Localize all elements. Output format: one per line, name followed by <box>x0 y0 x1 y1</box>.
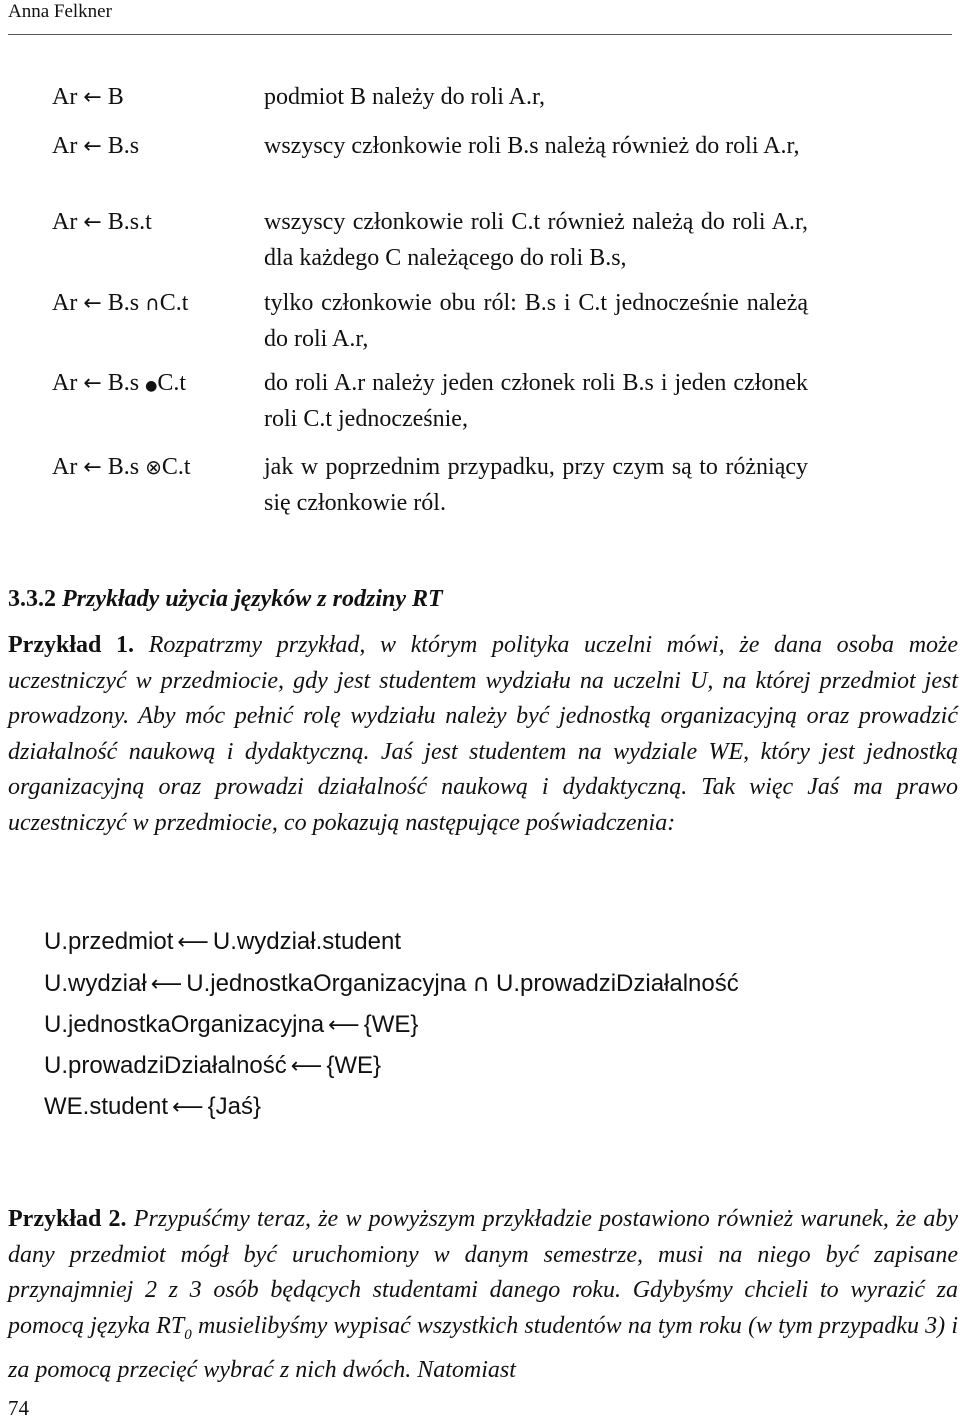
rule-expression: Ar ← B.s ∩C.t <box>52 290 189 316</box>
example-1-label: Przykład 1. <box>8 632 135 658</box>
credential-statement: WE.student ⟵ {Jaś} <box>44 1093 261 1120</box>
intersection-icon: ∩ <box>145 291 160 315</box>
example-1-paragraph <box>8 628 958 841</box>
left-arrow-icon: ← <box>83 134 102 159</box>
credential-statement: U.wydział ⟵ U.jednostkaOrganizacyjna ∩ U.prowadziDziałalność <box>44 969 739 997</box>
example-1-text: Rozpatrzmy przykład, w którym polityka uczelni mówi, że dana osoba może uczestniczyć w przedmiocie, gdy jest studentem wydziału na uczelni U, na której przedmiot jest prowadzony. Aby móc pełnić rolę wydziału należy być jednostką organizacyjną oraz prowadzić działalność naukową i dydaktyczną. Jaś jest studentem na wydziale WE, który jest jednostką organizacyjną oraz prowadzi działalność naukową i dydaktyczną. Tak więc Jaś ma prawo uczestniczyć w przedmiocie, co pokazują następujące poświadczenia: <box>8 632 959 836</box>
left-arrow-icon: ← <box>83 210 102 235</box>
left-arrow-icon: ← <box>83 371 102 396</box>
credential-statement: U.jednostkaOrganizacyjna ⟵ {WE} <box>44 1011 419 1038</box>
running-header-author: Anna Felkner <box>8 1 112 22</box>
rule-expression: Ar ← B.s.t <box>52 209 152 235</box>
example-2-paragraph <box>8 1202 958 1388</box>
header-divider <box>8 34 952 35</box>
section-number: 3.3.2 <box>8 586 56 612</box>
credential-statement: U.przedmiot ⟵ U.wydział.student <box>44 928 402 955</box>
example-2-label: Przykład 2. <box>8 1206 127 1232</box>
rule-expression: Ar ← B.s ●C.t <box>52 370 187 396</box>
rule-description: do roli A.r należy jeden członek roli B.s i jeden członek roli C.t jednocześnie, <box>264 370 808 432</box>
circled-times-icon: ⊗ <box>145 455 162 479</box>
left-arrow-icon: ← <box>83 85 102 110</box>
credentials-list <box>44 922 739 1128</box>
example-2-text: Przypuśćmy teraz, że w powyższym przykładzie postawiono również warunek, że aby dany przedmiot mógł być uruchomiony w danym semestrze, musi na niego być zapisane przynajmniej 2 z 3 osób będących studentami danego roku. Gdybyśmy chcieli to wyrazić za pomocą języka $RT_0$ musielibyśmy wypisać wszystkich studentów na tym roku (w tym przypadku 3) i za pomocą przecięć wybrać z nich dwóch. Natomiast <box>8 1206 959 1383</box>
section-heading <box>8 581 443 617</box>
rule-description: wszyscy członkowie roli B.s należą również do roli A.r, <box>264 133 800 159</box>
rule-expression: Ar ← B.s ⊗C.t <box>52 454 191 480</box>
rule-description: wszyscy członkowie roli C.t również należą do roli A.r, dla każdego C należącego do roli B.s, <box>264 209 808 271</box>
left-arrow-icon: ← <box>83 291 102 316</box>
rule-description: jak w poprzednim przypadku, przy czym są to różniący się członkowie ról. <box>264 454 808 516</box>
long-left-arrow-icon: ⟵ <box>150 972 183 997</box>
subscript-zero: 0 <box>184 1326 192 1343</box>
long-left-arrow-icon: ⟵ <box>172 1095 204 1120</box>
section-title: Przykłady użycia języków z rodziny RT <box>62 586 443 612</box>
long-left-arrow-icon: ⟵ <box>177 930 209 955</box>
rule-description: tylko członkowie obu ról: B.s i C.t jednocześnie należą do roli A.r, <box>264 290 808 352</box>
rule-expression: Ar ← B.s <box>52 133 140 159</box>
page-number: 74 <box>8 1396 29 1420</box>
long-left-arrow-icon: ⟵ <box>328 1013 360 1038</box>
long-left-arrow-icon: ⟵ <box>290 1054 323 1079</box>
linking-dot-icon: ● <box>145 378 158 394</box>
left-arrow-icon: ← <box>83 455 102 480</box>
credential-statement: U.prowadziDziałalność ⟵ {WE} <box>44 1052 382 1079</box>
rule-expression: Ar ← B <box>52 84 124 110</box>
rule-description: podmiot B należy do roli A.r, <box>264 84 546 110</box>
intersection-icon: ∩ <box>472 969 490 997</box>
